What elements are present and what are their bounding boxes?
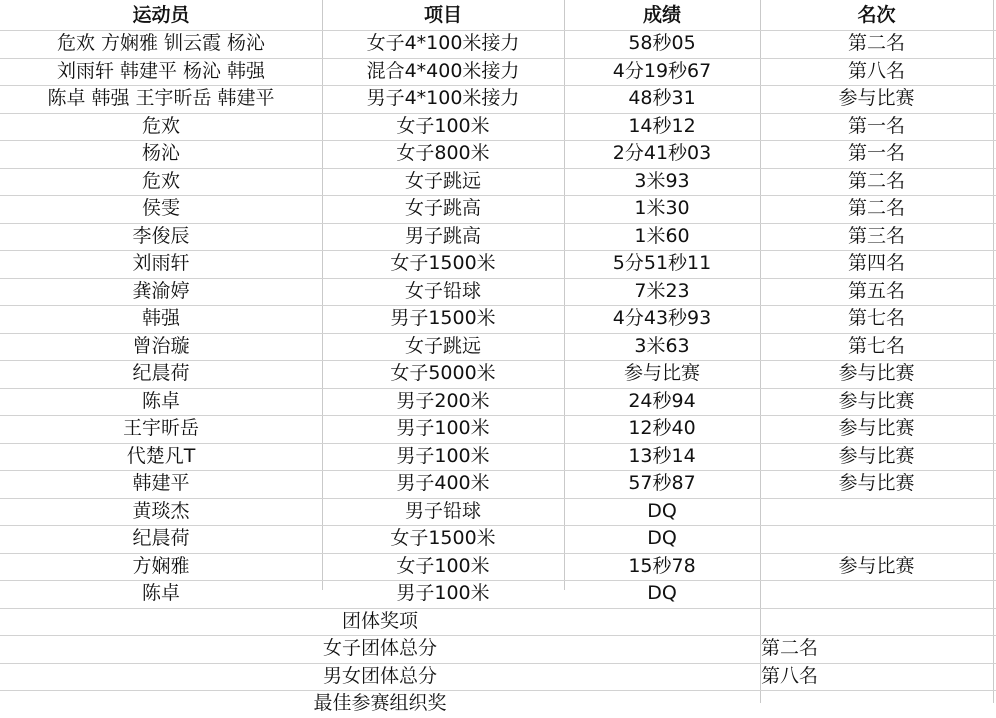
event-cell: 女子800米 (396, 142, 490, 165)
rank-cell: 参与比赛 (838, 444, 915, 467)
rank-cell: 第一名 (847, 142, 905, 165)
rank-cell: 第二名 (847, 169, 905, 192)
rank-cell: 参与比赛 (838, 472, 915, 495)
result-cell: 5分51秒11 (612, 252, 712, 275)
rank-cell (760, 498, 993, 526)
rank-cell: 第七名 (847, 334, 905, 357)
result-cell: 13秒14 (628, 444, 696, 467)
event-cell: 男子200米 (396, 389, 490, 412)
athlete-cell: 侯雯 (141, 197, 180, 220)
rank-cell: 第七名 (847, 307, 905, 330)
event-cell: 男子100米 (396, 582, 490, 605)
rank-cell: 参与比赛 (838, 87, 915, 110)
result-cell: 4分19秒67 (612, 59, 712, 82)
result-cell: 12秒40 (628, 417, 696, 440)
event-cell: 混合4*400米接力 (366, 59, 520, 82)
result-cell: DQ (647, 499, 677, 522)
rank-cell: 第三名 (847, 224, 905, 247)
team-award-rank (761, 690, 961, 718)
athlete-cell: 黄琰杰 (132, 499, 190, 522)
athlete-cell: 危欢 方娴雅 钏云霞 杨沁 (56, 32, 266, 55)
event-cell: 女子跳远 (404, 334, 481, 357)
athlete-cell: 纪晨荷 (132, 527, 190, 550)
rank-cell: 参与比赛 (838, 554, 915, 577)
result-cell: 1米60 (634, 224, 690, 247)
athlete-cell: 龚渝婷 (132, 279, 190, 302)
event-cell: 女子4*100米接力 (366, 32, 520, 55)
athlete-cell: 危欢 (141, 169, 180, 192)
team-award-label: 男女团体总分 (322, 664, 437, 687)
header-event: 项目 (423, 3, 462, 26)
rank-cell (760, 580, 993, 608)
team-award-rank: 第二名 (761, 637, 819, 660)
result-cell: 7米23 (634, 279, 690, 302)
athlete-cell: 代楚凡T (126, 444, 196, 467)
result-cell: 48秒31 (628, 87, 696, 110)
result-cell: 4分43秒93 (612, 307, 712, 330)
athlete-cell: 刘雨轩 韩建平 杨沁 韩强 (56, 59, 266, 82)
result-cell: 15秒78 (628, 554, 696, 577)
rank-cell: 参与比赛 (838, 389, 915, 412)
result-cell: 3米63 (634, 334, 690, 357)
event-cell: 男子100米 (396, 444, 490, 467)
athlete-cell: 李俊辰 (132, 224, 190, 247)
event-cell: 男子1500米 (390, 307, 496, 330)
result-cell: DQ (647, 527, 677, 550)
header-result: 成绩 (642, 3, 681, 26)
header-athlete: 运动员 (132, 3, 190, 26)
rank-cell: 第一名 (847, 114, 905, 137)
team-award-label: 女子团体总分 (322, 637, 437, 660)
event-cell: 男子100米 (396, 417, 490, 440)
athlete-cell: 方娴雅 (132, 554, 190, 577)
grid-line (993, 0, 994, 703)
athlete-cell: 杨沁 (141, 142, 180, 165)
rank-cell: 第五名 (847, 279, 905, 302)
athlete-cell: 陈卓 韩强 王宇昕岳 韩建平 (47, 87, 275, 110)
athlete-cell: 陈卓 (141, 389, 180, 412)
athlete-cell: 韩建平 (132, 472, 190, 495)
athlete-cell: 危欢 (141, 114, 180, 137)
athlete-cell: 韩强 (141, 307, 180, 330)
event-cell: 女子1500米 (390, 527, 496, 550)
event-cell: 女子1500米 (390, 252, 496, 275)
event-cell: 女子铅球 (404, 279, 481, 302)
rank-cell: 参与比赛 (838, 362, 915, 385)
event-cell: 男子铅球 (404, 499, 481, 522)
rank-cell: 第二名 (847, 197, 905, 220)
rank-cell: 第四名 (847, 252, 905, 275)
event-cell: 男子400米 (396, 472, 490, 495)
athlete-cell: 纪晨荷 (132, 362, 190, 385)
result-cell: 14秒12 (628, 114, 696, 137)
athlete-cell: 曾治璇 (132, 334, 190, 357)
result-cell: 参与比赛 (623, 362, 700, 385)
result-cell: 3米93 (634, 169, 690, 192)
result-cell: 1米30 (634, 197, 690, 220)
athlete-cell: 王宇昕岳 (122, 417, 199, 440)
event-cell: 男子4*100米接力 (366, 87, 520, 110)
rank-cell: 参与比赛 (838, 417, 915, 440)
team-award-rank: 第八名 (761, 664, 819, 687)
event-cell: 女子跳远 (404, 169, 481, 192)
result-cell: 58秒05 (628, 32, 696, 55)
event-cell: 女子跳高 (404, 197, 481, 220)
result-cell: 24秒94 (628, 389, 696, 412)
team-awards-title: 团体奖项 (341, 609, 418, 632)
athlete-cell: 刘雨轩 (132, 252, 190, 275)
rank-cell (760, 525, 993, 553)
event-cell: 男子跳高 (404, 224, 481, 247)
header-rank: 名次 (857, 3, 896, 26)
event-cell: 女子100米 (396, 114, 490, 137)
result-cell: DQ (647, 582, 677, 605)
result-cell: 57秒87 (628, 472, 696, 495)
team-award-label: 最佳参赛组织奖 (313, 692, 447, 715)
result-cell: 2分41秒03 (612, 142, 712, 165)
event-cell: 女子5000米 (390, 362, 496, 385)
athlete-cell: 陈卓 (141, 582, 180, 605)
rank-cell: 第八名 (847, 59, 905, 82)
event-cell: 女子100米 (396, 554, 490, 577)
rank-cell: 第二名 (847, 32, 905, 55)
